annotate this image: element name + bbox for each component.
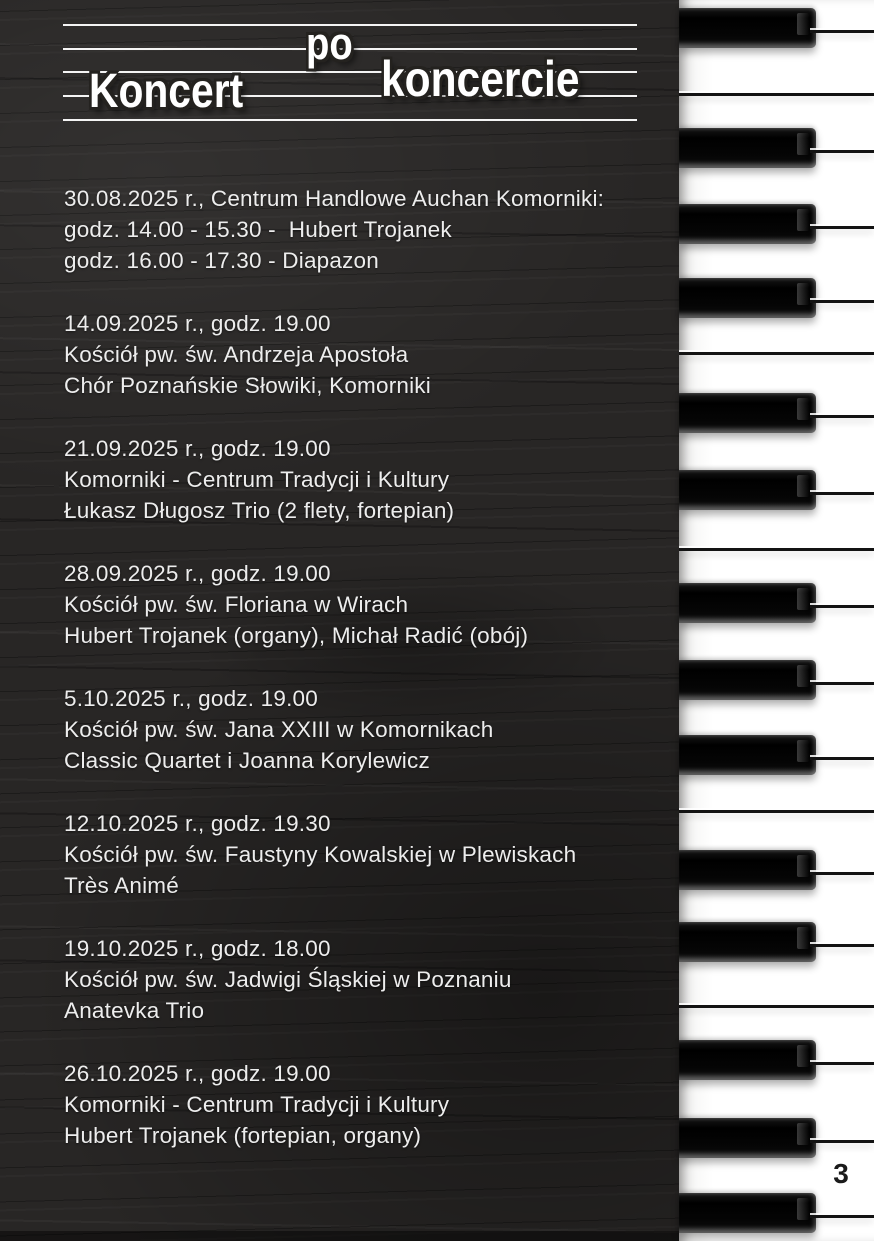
piano-black-key (679, 1040, 816, 1080)
event-line: 21.09.2025 r., godz. 19.00 (64, 436, 331, 461)
event-block (64, 808, 669, 901)
white-key-separator (810, 757, 874, 760)
events-list (64, 183, 669, 1183)
event-line: 5.10.2025 r., godz. 19.00 (64, 686, 318, 711)
white-key-separator (810, 492, 874, 495)
event-line: 26.10.2025 r., godz. 19.00 (64, 1061, 331, 1086)
piano-black-key (679, 204, 816, 244)
event-line: Hubert Trojanek (organy), Michał Radić (obój) (64, 623, 529, 648)
event-block (64, 1058, 669, 1151)
event-line: Classic Quartet i Joanna Korylewicz (64, 748, 430, 773)
white-key-separator (810, 1215, 874, 1218)
event-line: Kościół pw. św. Jadwigi Śląskiej w Poznaniu (64, 967, 512, 992)
event-line: Hubert Trojanek (fortepian, organy) (64, 1123, 422, 1148)
event-line: 12.10.2025 r., godz. 19.30 (64, 811, 331, 836)
white-key-separator (810, 300, 874, 303)
white-key-separator (679, 352, 874, 355)
event-line: Kościół pw. św. Floriana w Wirach (64, 592, 409, 617)
event-block (64, 933, 669, 1026)
event-block (64, 308, 669, 401)
white-key-separator (810, 415, 874, 418)
piano-black-key (679, 8, 816, 48)
white-key-separator (810, 944, 874, 947)
event-block (64, 183, 669, 276)
event-line: Łukasz Długosz Trio (2 flety, fortepian) (64, 498, 455, 523)
event-line: godz. 14.00 - 15.30 - Hubert Trojanek (64, 217, 452, 242)
event-line: Anatevka Trio (64, 998, 205, 1023)
event-line: Chór Poznańskie Słowiki, Komorniki (64, 373, 431, 398)
event-line: Komorniki - Centrum Tradycji i Kultury (64, 1092, 450, 1117)
white-key-separator (679, 810, 874, 813)
piano-black-key (679, 850, 816, 890)
piano-black-key (679, 470, 816, 510)
event-line: 28.09.2025 r., godz. 19.00 (64, 561, 331, 586)
piano-keyboard-image (679, 0, 874, 1241)
piano-black-key (679, 660, 816, 700)
event-block (64, 558, 669, 651)
white-key-separator (810, 682, 874, 685)
white-key-separator (810, 1140, 874, 1143)
white-key-separator (810, 605, 874, 608)
event-block (64, 433, 669, 526)
white-key-separator (810, 872, 874, 875)
event-line: Komorniki - Centrum Tradycji i Kultury (64, 467, 450, 492)
title-word-koncert: Koncert (89, 65, 244, 118)
event-line: 30.08.2025 r., Centrum Handlowe Auchan Komorniki: (64, 186, 605, 211)
piano-black-key (679, 393, 816, 433)
page-title (0, 0, 679, 140)
white-key-separator (810, 30, 874, 33)
piano-black-key (679, 583, 816, 623)
piano-black-key (679, 1193, 816, 1233)
event-line: Kościół pw. św. Jana XXIII w Komornikach (64, 717, 494, 742)
piano-black-key (679, 1118, 816, 1158)
event-line: Kościół pw. św. Faustyny Kowalskiej w Plewiskach (64, 842, 577, 867)
piano-black-key (679, 735, 816, 775)
page-number: 3 (833, 1158, 849, 1189)
white-key-separator (679, 548, 874, 551)
staff-line (63, 119, 637, 121)
white-key-separator (810, 150, 874, 153)
piano-black-key (679, 278, 816, 318)
title-word-po: po (306, 18, 353, 69)
event-line: Très Animé (64, 873, 179, 898)
event-line: godz. 16.00 - 17.30 - Diapazon (64, 248, 379, 273)
piano-black-key (679, 922, 816, 962)
event-line: 14.09.2025 r., godz. 19.00 (64, 311, 331, 336)
event-block (64, 683, 669, 776)
white-key-separator (679, 1005, 874, 1008)
event-line: Kościół pw. św. Andrzeja Apostoła (64, 342, 409, 367)
title-word-koncercie: koncercie (381, 51, 580, 107)
piano-black-key (679, 128, 816, 168)
event-line: 19.10.2025 r., godz. 18.00 (64, 936, 331, 961)
white-key-separator (679, 93, 874, 96)
white-key-separator (810, 1062, 874, 1065)
white-key-separator (810, 226, 874, 229)
